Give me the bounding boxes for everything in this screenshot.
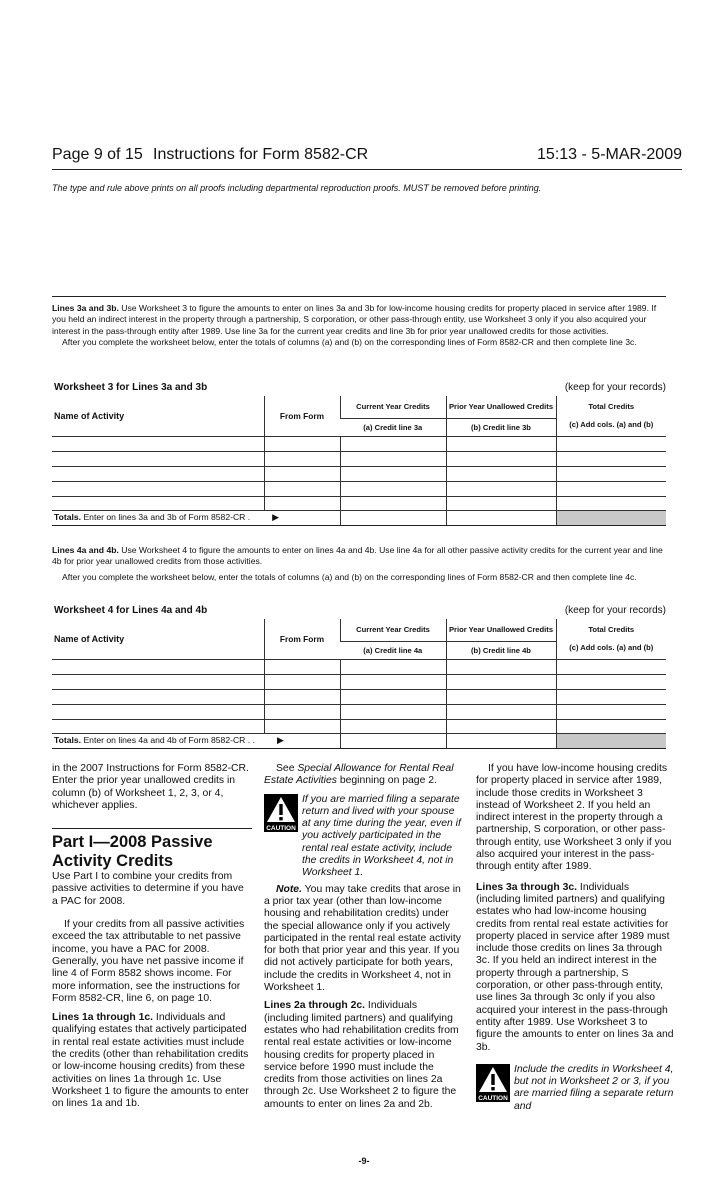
ws4-title: Worksheet 4 for Lines 4a and 4b xyxy=(54,605,208,616)
col1-para3: If your credits from all passive activities exceed the tax attributable to net passive income, you have a PAC for 2008. Generally, you have net passive income if line 4 of Form 8582 shows income. For more information, see the instructions for Form 8582-CR, line 6, on page 10. xyxy=(52,919,245,1004)
proof-datetime: 15:13 - 5-MAR-2009 xyxy=(537,146,682,163)
ws3-col-c-head-text: Total Credits xyxy=(588,402,635,411)
table-row xyxy=(52,659,666,674)
proof-header xyxy=(52,144,682,166)
note-lead: Note. xyxy=(276,883,302,895)
ws4-intro-lead: Lines 4a and 4b. xyxy=(52,545,119,555)
col2-para1-pre: See xyxy=(276,763,298,774)
ws3-title: Worksheet 3 for Lines 3a and 3b xyxy=(54,382,208,393)
page-indicator: Page 9 of 15 xyxy=(52,146,143,163)
ws3-col-c: (c) Add cols. (a) and (b) xyxy=(569,420,654,429)
table-row xyxy=(52,481,666,496)
ws4-intro xyxy=(52,545,672,583)
col2-para1-post: beginning on page 2. xyxy=(336,775,437,787)
table-row xyxy=(52,496,666,510)
ws4-dots: . . xyxy=(247,735,255,745)
ws4-col-c-head-text: Total Credits xyxy=(588,625,635,634)
ws3-col-a-head: Current Year Credits xyxy=(340,396,446,418)
ws3-intro-lead: Lines 3a and 3b. xyxy=(52,303,119,313)
caution-label: CAUTION xyxy=(266,824,296,832)
ws3-dots: . xyxy=(247,512,251,522)
table-row xyxy=(52,466,666,481)
part1-heading: Part I—2008 Passive Activity Credits xyxy=(52,833,213,871)
worksheet-3-table xyxy=(52,396,666,526)
table-row xyxy=(52,436,666,451)
ws4-title-row xyxy=(54,605,666,616)
ws3-totals-row xyxy=(52,510,666,525)
ws3-col-form: From Form xyxy=(264,396,340,436)
ws3-col-a: (a) Credit line 3a xyxy=(340,418,446,436)
ws3-intro-text: Use Worksheet 3 to figure the amounts to enter on lines 3a and 3b for low-income housing credits for property placed in service after 1989. If you held an indirect interest in the property through a partnership, S corporation, or other pass-through entity, use Worksheet 3 only if you also acquired your interest in the pass-through entity after 1989. Use line 3a for the current year credits and line 3b for prior year unallowed credits for those activities. xyxy=(52,303,657,336)
col1-para1: in the 2007 Instructions for Form 8582-CR. Enter the prior year unallowed credits in column (b) of Worksheet 1, 2, 3, or 4, whichever applies. xyxy=(52,763,249,811)
ws4-col-a-head: Current Year Credits xyxy=(340,619,446,641)
ws4-col-a: (a) Credit line 4a xyxy=(340,641,446,659)
ws4-totals-text: Enter on lines 4a and 4b of Form 8582-CR xyxy=(81,735,246,745)
table-row xyxy=(52,451,666,466)
table-row xyxy=(52,674,666,689)
ws4-col-name: Name of Activity xyxy=(52,619,264,659)
col3-para1: If you have low-income housing credits for property placed in service after 1989, include those credits in Worksheet 3 instead of Worksheet 2. If you held an indirect interest in the property through a partnership, S corporation, or other pass-through entity, use Worksheet 3 only if you also acquired your interest in the pass-through entity after 1989. xyxy=(476,763,672,873)
ws3-title-row xyxy=(54,382,666,393)
ws4-col-c-head xyxy=(556,619,666,659)
column-2 xyxy=(264,763,464,1111)
table-row xyxy=(52,719,666,733)
col2-para3: Individuals (including limited partners) and qualifying estates who had rehabilitation credits from rental real estate activities or low-income housing credits for property placed in service before 1990 must include the credits from those activities on lines 2a through 2c. Use Worksheet 2 to figure the amounts to enter on lines 2a and 2b. xyxy=(264,1000,459,1110)
content-top-rule xyxy=(52,296,666,297)
page-number: -9- xyxy=(358,1156,370,1166)
worksheet-4-table xyxy=(52,619,666,749)
col3-para2: Individuals (including limited partners) and qualifying estates who had low-income housing credits from rental real estate activities for property placed in service after 1989 must include those credits on lines 3a through 3c. If you held an indirect interest in the property through a partnership, S corporation, or other pass-through entity, use lines 3a through 3c only if you also acquired your interest in the pass-through entity after 1989. Use Worksheet 3 to figure the amounts to enter on lines 3a and 3b. xyxy=(476,881,674,1053)
caution-icon xyxy=(476,1064,510,1102)
caution-block-1 xyxy=(264,794,464,880)
col1-para2: Use Part I to combine your credits from passive activities to determine if you have a PAC for 2008. xyxy=(52,871,244,907)
ws4-totals-row xyxy=(52,733,666,748)
ws3-keep-note: (keep for your records) xyxy=(564,382,666,393)
ws3-totals-text: Enter on lines 3a and 3b of Form 8582-CR xyxy=(81,512,246,522)
ws3-col-b-head: Prior Year Unallowed Credits xyxy=(446,396,556,418)
ws3-totals-lead: Totals. xyxy=(54,512,82,522)
header-rule xyxy=(52,169,682,170)
section-rule xyxy=(52,828,252,829)
col2-para1 xyxy=(264,763,464,788)
ws4-intro-text: Use Worksheet 4 to figure the amounts to enter on lines 4a and 4b. Use line 4a for all other passive activity credits for the current year and line 4b for prior year unallowed credits from those activities. xyxy=(52,545,663,567)
ws3-col-c-head xyxy=(556,396,666,436)
caution-icon xyxy=(264,794,298,832)
column-3 xyxy=(476,763,676,1113)
document-title: Instructions for Form 8582-CR xyxy=(153,146,369,163)
ws4-totals-lead: Totals. xyxy=(54,735,82,745)
column-1 xyxy=(52,763,252,1111)
caution-label: CAUTION xyxy=(478,1094,508,1102)
col1-para4-lead: Lines 1a through 1c. xyxy=(52,1012,154,1024)
ws3-col-name: Name of Activity xyxy=(52,396,264,436)
caution-text-2: Include the credits in Worksheet 4, but not in Worksheet 2 or 3, if you are married filing a separate return and xyxy=(514,1063,674,1112)
ws4-col-b: (b) Credit line 4b xyxy=(446,641,556,659)
ws4-col-form: From Form xyxy=(264,619,340,659)
ws3-col-b: (b) Credit line 3b xyxy=(446,418,556,436)
arrow-right-icon: ▶ xyxy=(276,735,284,745)
ws4-col-b-head: Prior Year Unallowed Credits xyxy=(446,619,556,641)
table-row xyxy=(52,689,666,704)
col2-note: You may take credits that arose in a prior tax year (other than low-income housing and rehabilitation credits) under the special allowance only if you actively participated in the rental real estate activity for both that prior year and this year. If you did not actively participate for both years, include the credits in Worksheet 4, not in Worksheet 1. xyxy=(264,883,461,994)
col1-para4: Individuals and qualifying estates that actively participated in rental real estate activities must include the credits (other than rehabilitation credits or low-income housing credits) from these activities on lines 1a through 1c. Use Worksheet 1 to figure the amounts to enter on lines 1a and 1b. xyxy=(52,1012,249,1110)
ws3-intro xyxy=(52,303,672,349)
ws3-intro-para2: After you complete the worksheet below, enter the totals of columns (a) and (b) on the corresponding lines of Form 8582-CR and then complete line 3c. xyxy=(62,337,637,348)
ws4-intro-para2: After you complete the worksheet below, enter the totals of columns (a) and (b) on the corresponding lines of Form 8582-CR and then complete line 4c. xyxy=(62,571,637,582)
ws4-col-c: (c) Add cols. (a) and (b) xyxy=(569,643,654,652)
table-row xyxy=(52,704,666,719)
proof-note: The type and rule above prints on all proofs including departmental reproduction proofs. MUST be removed before printing. xyxy=(52,183,542,193)
col2-para1-italic: Special Allowance for Rental Real Estate Activities xyxy=(264,763,454,787)
caution-text-1: If you are married filing a separate return and lived with your spouse at any time during the year, even if you actively participated in the rental real estate activity, include the credits in Worksheet 4, not in Worksheet 1. xyxy=(302,793,461,879)
col3-para2-lead: Lines 3a through 3c. xyxy=(476,881,578,893)
arrow-right-icon: ▶ xyxy=(272,512,280,522)
ws4-keep-note: (keep for your records) xyxy=(564,605,666,616)
caution-block-2 xyxy=(476,1064,676,1113)
col2-para3-lead: Lines 2a through 2c. xyxy=(264,1000,366,1012)
